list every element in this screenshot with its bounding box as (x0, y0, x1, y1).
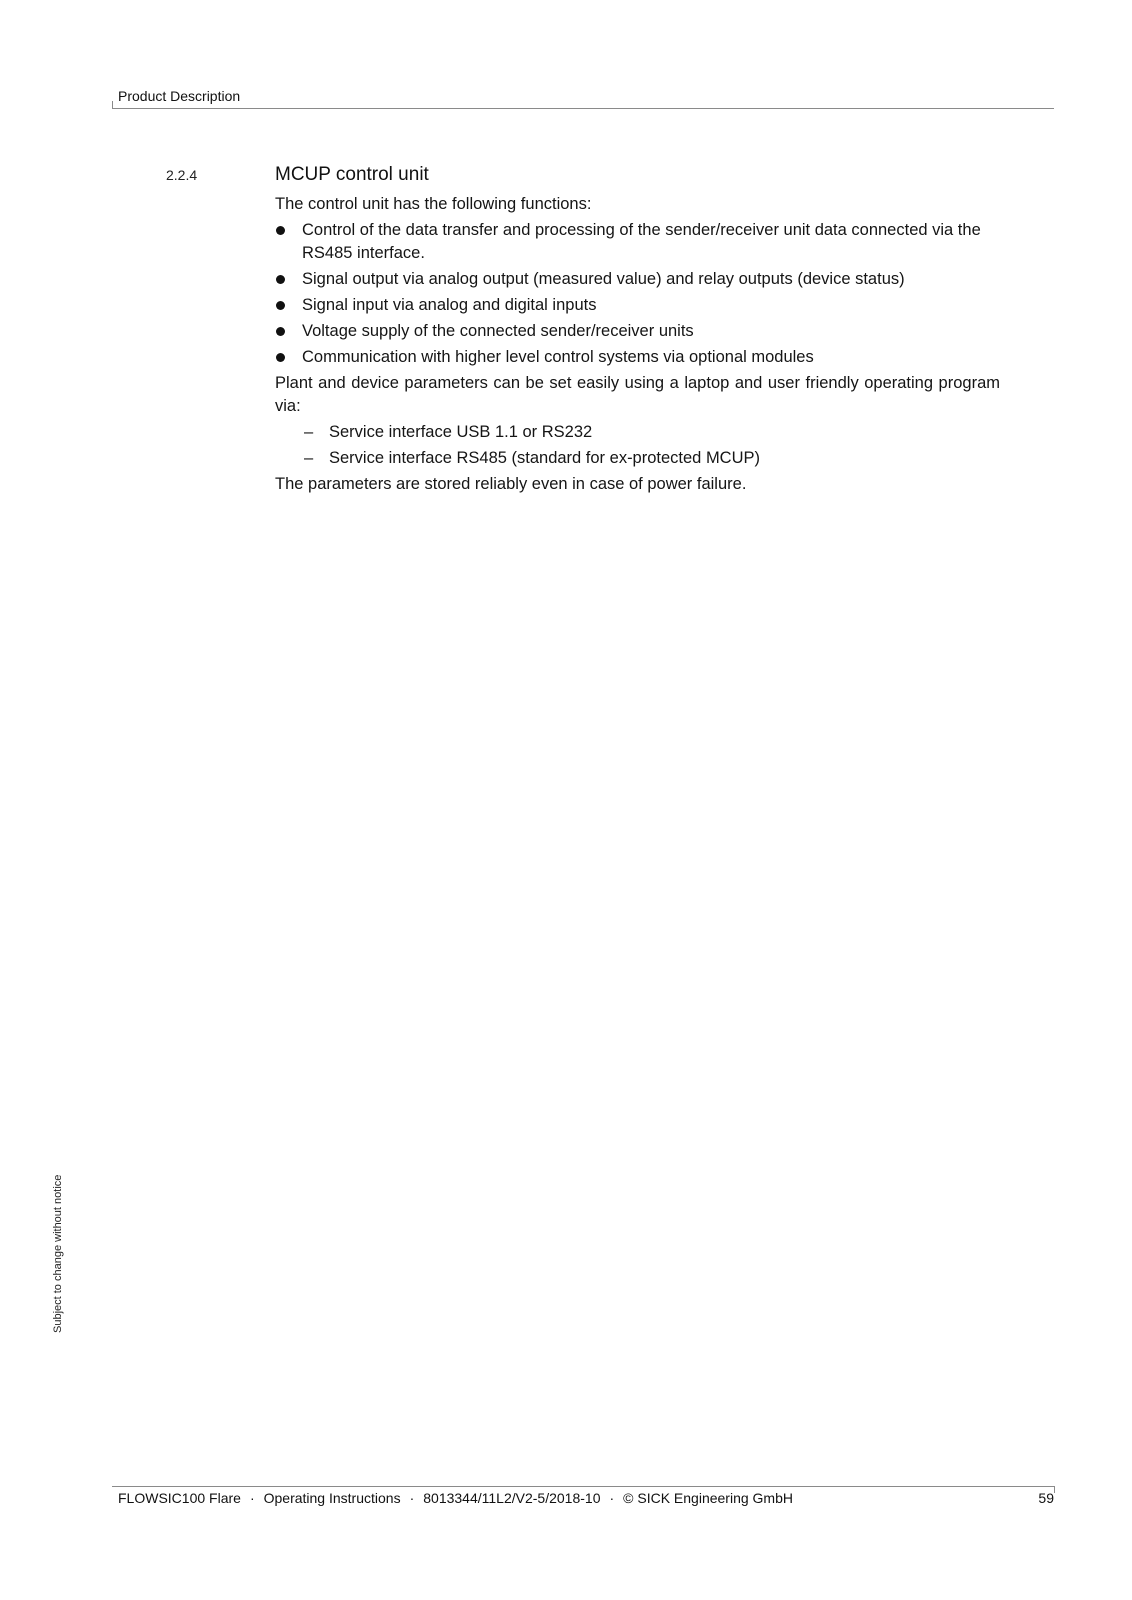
section-title: MCUP control unit (275, 164, 429, 185)
page-number: 59 (1038, 1490, 1054, 1506)
intro-paragraph: The control unit has the following functions: (275, 195, 592, 213)
bullet-icon (276, 353, 285, 362)
list-item-text: Signal input via analog and digital inputs (302, 296, 597, 314)
list-item (275, 320, 1000, 343)
functions-list (275, 219, 1000, 369)
list-item (275, 294, 1000, 317)
list-item-text: Service interface RS485 (standard for ex-protected MCUP) (329, 449, 761, 467)
header-rule-tick (112, 101, 113, 108)
list-item-text: Service interface USB 1.1 or RS232 (329, 423, 593, 441)
section-body (275, 193, 1000, 499)
interfaces-list (275, 421, 1000, 470)
parameters-paragraph: Plant and device parameters can be set easily using a laptop and user friendly operating program via: (275, 374, 1000, 415)
footer-doc-type: Operating Instructions (263, 1490, 401, 1506)
footer-product: FLOWSIC100 Flare (118, 1490, 241, 1506)
list-item-text: Voltage supply of the connected sender/receiver units (302, 322, 694, 340)
footer-doc-number: 8013344/11L2/V2-5/2018-10 (423, 1490, 601, 1506)
list-item (304, 447, 1000, 470)
side-note: Subject to change without notice (52, 1174, 64, 1333)
list-item (304, 421, 1000, 444)
footer-separator: · (609, 1490, 615, 1506)
footer-info (118, 1490, 793, 1506)
dash-marker: – (304, 449, 314, 467)
closing-paragraph: The parameters are stored reliably even in case of power failure. (275, 475, 747, 493)
bullet-icon (276, 327, 285, 336)
list-item-text: Signal output via analog output (measured value) and relay outputs (device status) (302, 270, 905, 288)
bullet-icon (276, 226, 285, 235)
list-item-text: Control of the data transfer and processing of the sender/receiver unit data connected via the RS485 interface. (302, 221, 981, 262)
footer-separator: · (249, 1490, 255, 1506)
section-number: 2.2.4 (166, 167, 198, 183)
footer-rule (112, 1486, 1054, 1487)
header-rule (112, 108, 1054, 109)
dash-marker: – (304, 423, 314, 441)
list-item-text: Communication with higher level control systems via optional modules (302, 348, 814, 366)
footer-copyright: © SICK Engineering GmbH (623, 1490, 793, 1506)
footer-separator: · (409, 1490, 415, 1506)
footer-rule-tick (1054, 1486, 1055, 1493)
bullet-icon (276, 275, 285, 284)
list-item (275, 346, 1000, 369)
bullet-icon (276, 301, 285, 310)
running-header: Product Description (118, 88, 241, 104)
list-item (275, 219, 1000, 265)
list-item (275, 268, 1000, 291)
